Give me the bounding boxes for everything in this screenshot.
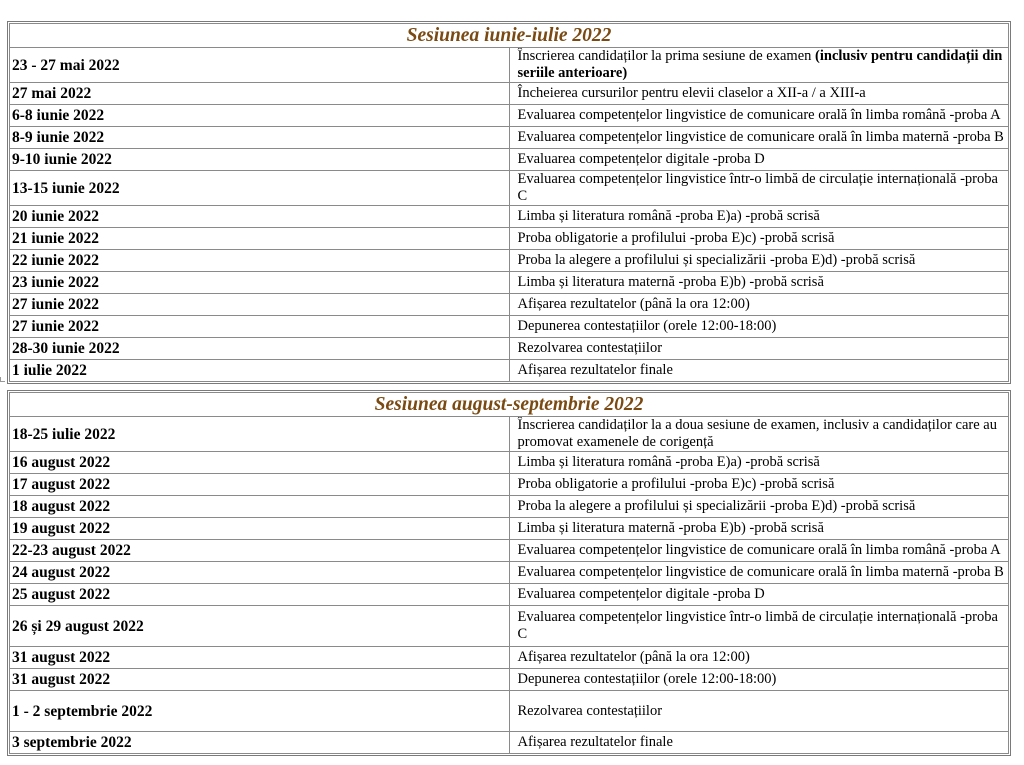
row-description-text: Evaluarea competențelor lingvistice de comunicare orală în limba maternă -proba B xyxy=(517,564,1004,580)
row-description-text: Rezolvarea contestațiilor xyxy=(517,340,663,356)
row-description-bold: (inclusiv pentru candidații din seriile anterioare) xyxy=(517,48,1003,81)
row-date: 27 mai 2022 xyxy=(10,83,510,105)
row-description-text: Evaluarea competențelor lingvistice într-o limbă de circulație internațională -proba C xyxy=(517,609,998,642)
row-date: 24 august 2022 xyxy=(10,562,510,584)
row-description xyxy=(509,606,1009,647)
row-description xyxy=(509,732,1009,754)
row-date: 9-10 iunie 2022 xyxy=(10,149,510,171)
row-description-text: Proba obligatorie a profilului -proba E)c) -probă scrisă xyxy=(517,476,835,492)
row-description xyxy=(509,127,1009,149)
table-row xyxy=(10,584,1009,606)
row-description xyxy=(509,83,1009,105)
row-description-text: Rezolvarea contestațiilor xyxy=(517,702,663,719)
row-date: 1 - 2 septembrie 2022 xyxy=(10,691,510,732)
row-description-text: Evaluarea competențelor lingvistice de comunicare orală în limba română -proba A xyxy=(517,542,1001,558)
table-row xyxy=(10,417,1009,452)
row-date: 22 iunie 2022 xyxy=(10,250,510,272)
row-description-text: Proba obligatorie a profilului -proba E)c) -probă scrisă xyxy=(517,230,835,246)
row-description xyxy=(509,338,1009,360)
table-row xyxy=(10,171,1009,206)
row-date: 6-8 iunie 2022 xyxy=(10,105,510,127)
table-row xyxy=(10,228,1009,250)
table-row xyxy=(10,540,1009,562)
table-row xyxy=(10,360,1009,382)
row-description xyxy=(509,272,1009,294)
row-date: 17 august 2022 xyxy=(10,474,510,496)
row-date: 31 august 2022 xyxy=(10,647,510,669)
paragraph-mark-icon xyxy=(0,377,5,382)
row-description xyxy=(509,228,1009,250)
row-description-text: Înscrierea candidaților la prima sesiune de examen xyxy=(517,48,816,64)
row-description-text: Depunerea contestațiilor (orele 12:00-18:00) xyxy=(517,318,777,334)
table-row xyxy=(10,562,1009,584)
row-description-text: Încheierea cursurilor pentru elevii claselor a XII-a / a XIII-a xyxy=(517,85,866,101)
row-date: 18 august 2022 xyxy=(10,496,510,518)
row-description-text: Proba la alegere a profilului și specializării -proba E)d) -probă scrisă xyxy=(517,498,916,514)
row-description xyxy=(509,669,1009,691)
table-row xyxy=(10,452,1009,474)
row-description xyxy=(509,171,1009,206)
table-row xyxy=(10,272,1009,294)
row-description-text: Proba la alegere a profilului și specializării -proba E)d) -probă scrisă xyxy=(517,252,916,268)
row-date: 21 iunie 2022 xyxy=(10,228,510,250)
row-description-text: Limba și literatura română -proba E)a) -probă scrisă xyxy=(517,454,820,470)
table-row xyxy=(10,294,1009,316)
table-row xyxy=(10,474,1009,496)
row-description xyxy=(509,250,1009,272)
row-description xyxy=(509,149,1009,171)
session-table-june-july xyxy=(7,21,1011,384)
row-description xyxy=(509,105,1009,127)
row-date: 31 august 2022 xyxy=(10,669,510,691)
table-row xyxy=(10,127,1009,149)
row-description-text: Evaluarea competențelor digitale -proba D xyxy=(517,151,765,167)
row-description xyxy=(509,452,1009,474)
row-description-text: Limba și literatura română -proba E)a) -probă scrisă xyxy=(517,208,820,224)
row-description-text: Limba și literatura maternă -proba E)b) -probă scrisă xyxy=(517,274,824,290)
row-description-text: Limba și literatura maternă -proba E)b) -probă scrisă xyxy=(517,520,824,536)
row-date: 27 iunie 2022 xyxy=(10,294,510,316)
row-description xyxy=(509,474,1009,496)
table-row xyxy=(10,206,1009,228)
row-description-text: Evaluarea competențelor digitale -proba D xyxy=(517,586,765,602)
row-description xyxy=(509,316,1009,338)
table-row xyxy=(10,732,1009,754)
table-row xyxy=(10,83,1009,105)
row-date: 3 septembrie 2022 xyxy=(10,732,510,754)
row-date: 13-15 iunie 2022 xyxy=(10,171,510,206)
session-table-august-september xyxy=(7,390,1011,756)
table-row xyxy=(10,338,1009,360)
row-description xyxy=(509,294,1009,316)
row-date: 25 august 2022 xyxy=(10,584,510,606)
row-date: 26 și 29 august 2022 xyxy=(10,606,510,647)
row-description xyxy=(509,417,1009,452)
row-date: 27 iunie 2022 xyxy=(10,316,510,338)
row-date: 18-25 iulie 2022 xyxy=(10,417,510,452)
row-description-text: Afișarea rezultatelor (până la ora 12:00) xyxy=(517,649,750,665)
row-date: 8-9 iunie 2022 xyxy=(10,127,510,149)
row-description-text: Afișarea rezultatelor finale xyxy=(517,734,673,750)
table-row xyxy=(10,669,1009,691)
row-date: 22-23 august 2022 xyxy=(10,540,510,562)
row-description xyxy=(509,647,1009,669)
row-date: 20 iunie 2022 xyxy=(10,206,510,228)
row-description-text: Depunerea contestațiilor (orele 12:00-18:00) xyxy=(517,671,777,687)
row-description xyxy=(509,360,1009,382)
table-row xyxy=(10,48,1009,83)
session-title: Sesiunea august-septembrie 2022 xyxy=(10,393,1009,417)
row-date: 1 iulie 2022 xyxy=(10,360,510,382)
row-date: 28-30 iunie 2022 xyxy=(10,338,510,360)
table-row xyxy=(10,691,1009,732)
row-description xyxy=(509,584,1009,606)
row-description-text: Evaluarea competențelor lingvistice de comunicare orală în limba maternă -proba B xyxy=(517,129,1004,145)
row-description-text: Înscrierea candidaților la a doua sesiune de examen, inclusiv a candidaților care au promovat examenele de corigență xyxy=(517,417,997,450)
table-row xyxy=(10,647,1009,669)
row-date: 16 august 2022 xyxy=(10,452,510,474)
table-row xyxy=(10,105,1009,127)
table-row xyxy=(10,149,1009,171)
row-description-text: Afișarea rezultatelor (până la ora 12:00) xyxy=(517,296,750,312)
row-description xyxy=(509,496,1009,518)
session-title: Sesiunea iunie-iulie 2022 xyxy=(10,24,1009,48)
row-description xyxy=(509,691,1009,732)
table-row xyxy=(10,496,1009,518)
row-description xyxy=(509,206,1009,228)
row-date: 23 iunie 2022 xyxy=(10,272,510,294)
row-description xyxy=(509,562,1009,584)
table-row xyxy=(10,606,1009,647)
row-description-text: Evaluarea competențelor lingvistice de comunicare orală în limba română -proba A xyxy=(517,107,1001,123)
row-description xyxy=(509,518,1009,540)
table-row xyxy=(10,316,1009,338)
row-description-text: Evaluarea competențelor lingvistice într-o limbă de circulație internațională -proba C xyxy=(517,171,998,204)
row-date: 19 august 2022 xyxy=(10,518,510,540)
table-row xyxy=(10,518,1009,540)
row-description xyxy=(509,48,1009,83)
table-row xyxy=(10,250,1009,272)
row-date: 23 - 27 mai 2022 xyxy=(10,48,510,83)
row-description xyxy=(509,540,1009,562)
row-description-text: Afișarea rezultatelor finale xyxy=(517,362,673,378)
